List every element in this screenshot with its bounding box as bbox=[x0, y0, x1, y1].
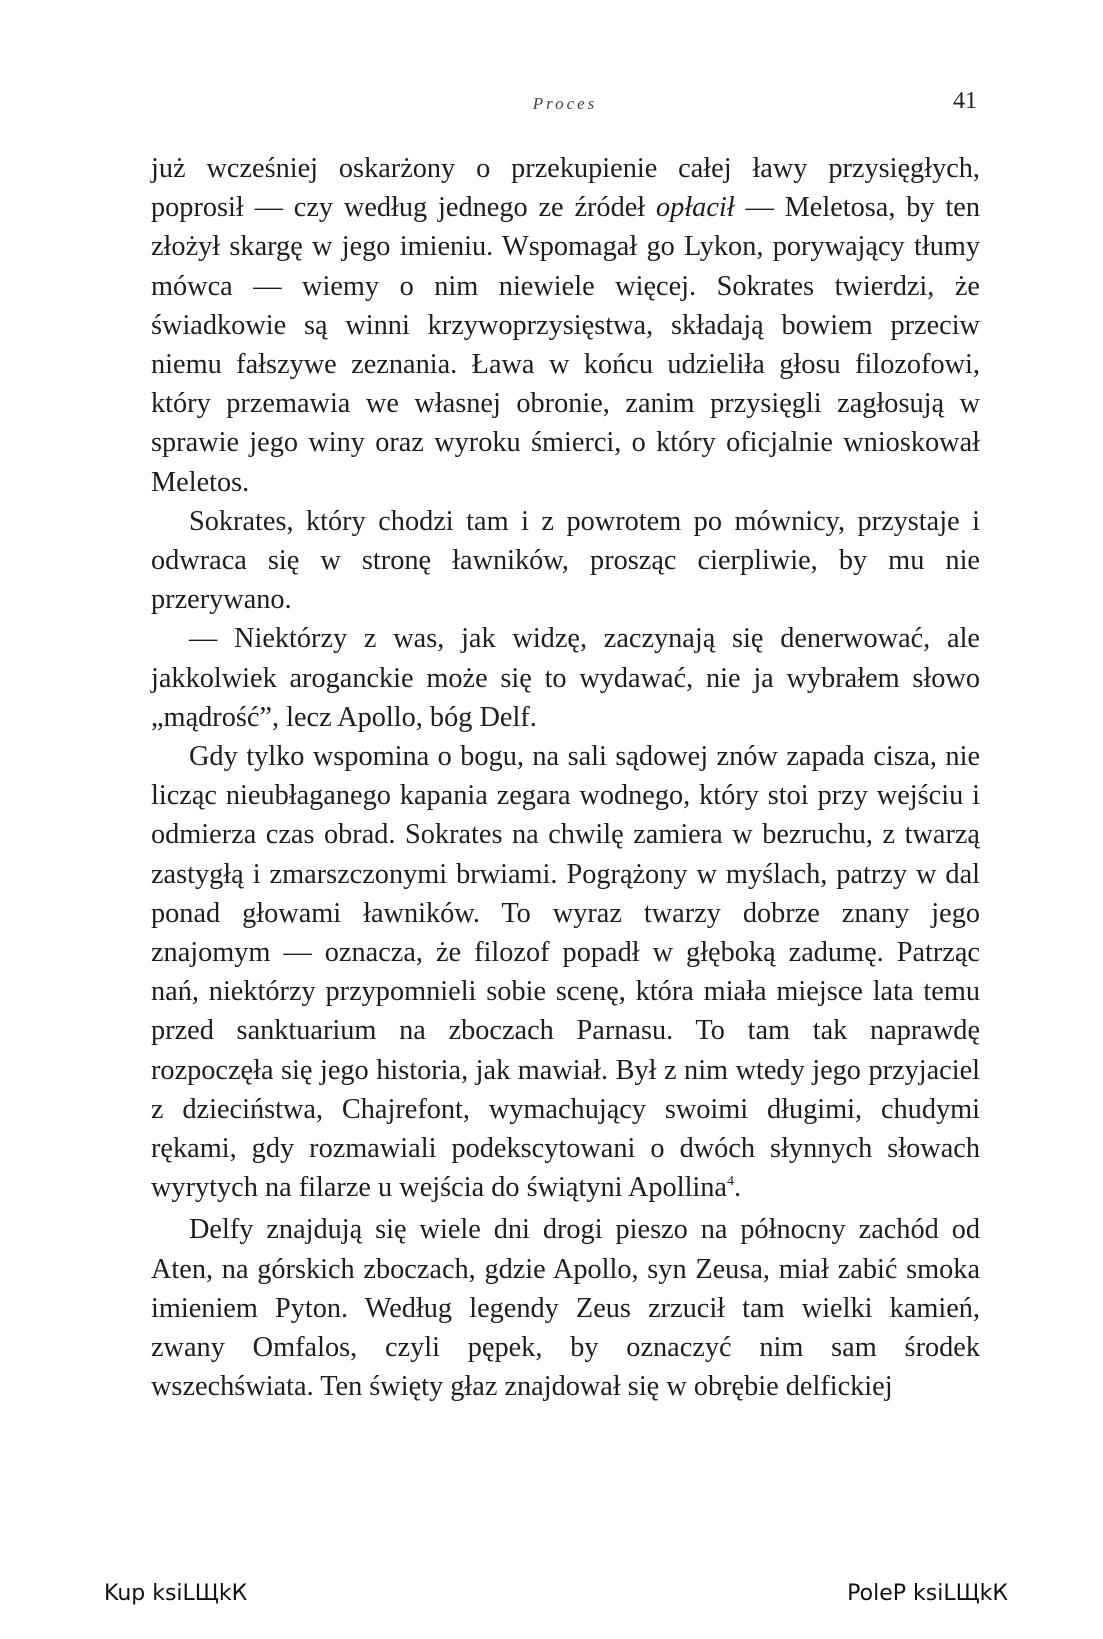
rate-book-link[interactable]: PoleP ksiLЩkК bbox=[847, 1581, 1008, 1606]
paragraph bbox=[151, 149, 980, 502]
paragraph bbox=[151, 1210, 980, 1406]
paragraph-text: — Niektórzy z was, jak widzę, zaczynają się denerwować, ale jakkolwiek aroganckie może się to wydawać, nie ja wybrałem słowo „mądrość”, lecz Apollo, bóg Delf. bbox=[151, 623, 980, 733]
footnote-marker: 4 bbox=[727, 1174, 734, 1190]
page-header bbox=[150, 88, 980, 128]
paragraph bbox=[151, 737, 980, 1207]
buy-book-link[interactable]: Kup ksiLЩkК bbox=[104, 1581, 248, 1606]
paragraph bbox=[151, 502, 980, 620]
page-number: 41 bbox=[953, 88, 977, 114]
paragraph-text: Gdy tylko wspomina o bogu, na sali sądowej znów zapada cisza, nie licząc nieubłaganego kapania zegara wodnego, który stoi przy wejściu i odmierza czas obrad. Sokrates na chwilę zamiera w bezruchu, z twarzą zastygłą i zmarszczonymi brwiami. Pogrążony w myślach, patrzy w dal ponad głowami ławników. To wyraz twarzy dobrze znany jego znajomym — oznacza, że filozof popadł w głęboką zadumę. Patrząc nań, niektórzy przypomnieli sobie scenę, która miała miejsce lata temu przed sanktuarium na zboczach Parnasu. To tam tak naprawdę rozpoczęła się jego historia, jak mawiał. Był z nim wtedy jego przyjaciel z dzieciństwa, Chajrefont, wymachujący swoimi długimi, chudymi rękami, gdy rozmawiali podekscytowani o dwóch słynnych słowach wyrytych na filarze u wejścia do świątyni Apollina bbox=[151, 741, 980, 1204]
paragraph-text: Sokrates, który chodzi tam i z powrotem po mównicy, przystaje i odwraca się w stronę ławników, prosząc cierpliwie, by mu nie przerywano. bbox=[151, 505, 980, 616]
paragraph-text: . bbox=[734, 1172, 742, 1204]
running-title: Proces bbox=[532, 94, 598, 113]
paragraph-text: — Meletosa, by ten złożył skargę w jego imieniu. Wspomagał go Lykon, porywający tłumy mówca — wiemy o nim niewiele więcej. Sokrates twierdzi, że świadkowie są winni krzywoprzysięstwa, składają bowiem przeciw niemu fałszywe zeznania. Ława w końcu udzieliła głosu filozofowi, który przemawia we własnej obronie, zanim przysięgli zagłosują w sprawie jego winy oraz wyroku śmierci, o który oficjalnie wnioskował Meletos. bbox=[151, 192, 980, 498]
body-text bbox=[151, 149, 980, 1407]
emphasized-word: opłacił bbox=[656, 192, 735, 224]
paragraph-text: Delfy znajdują się wiele dni drogi pieszo na północny zachód od Aten, na górskich zboczach, gdzie Apollo, syn Zeusa, miał zabić smoka imieniem Pyton. Według legendy Zeus zrzucił tam wielki kamień, zwany Omfalos, czyli pępek, by oznaczyć nim sam środek wszechświata. Ten święty głaz znajdował się w obrębie delfickiej bbox=[151, 1214, 980, 1403]
paragraph bbox=[151, 619, 980, 737]
paragraph-text: już wcześniej oskarżony o przekupienie całej ławy przysięgłych, poprosił — czy według jednego ze źródeł bbox=[151, 153, 980, 224]
